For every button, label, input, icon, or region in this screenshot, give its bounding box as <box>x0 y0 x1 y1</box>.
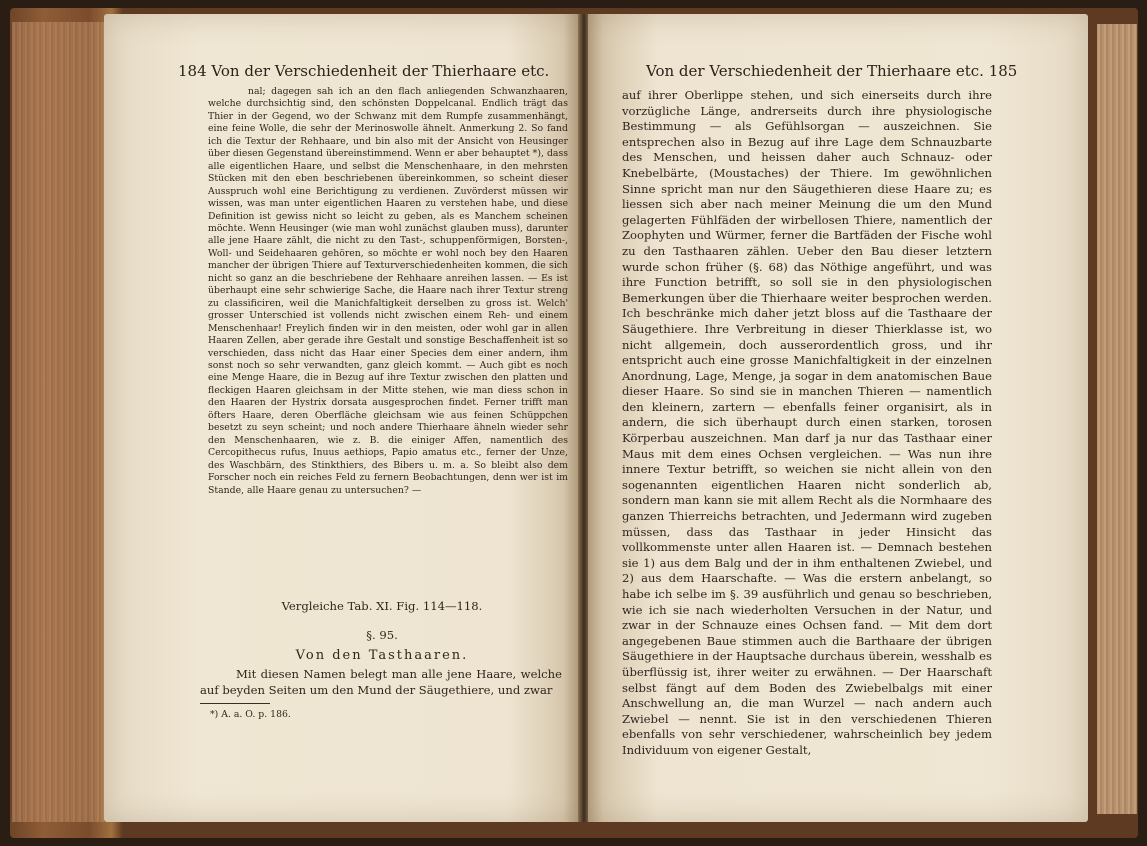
footnote-rule <box>200 703 270 704</box>
left-body-paragraph: Mit diesen Namen belegt man alle jene Haare, welche auf beyden Seiten um den Mund der Säugethiere, und zwar <box>200 667 562 697</box>
left-running-title: Von der Verschiedenheit der Thierhaare etc. <box>211 62 550 80</box>
left-running-head <box>178 62 549 80</box>
section-title: Von den Tasthaaren. <box>295 648 469 663</box>
right-body-paragraph: auf ihrer Oberlippe stehen, und sich einerseits durch ihre vorzügliche Länge, andrerseits durch ihre physiologische Bestimmung — als Gefühlsorgan — auszeichnen. Sie entsprechen also in Bezug auf ihre Lage dem Schnauzbarte des Menschen, und heissen daher auch Schnauz- oder Knebelbärte, (Moustaches) der Thiere. Im gewöhnlichen Sinne spricht man nur den Säugethieren diese Haare zu; es liessen sich aber nach meiner Meinung die um den Mund gelagerten Fühlfäden der wirbellosen Thiere, namentlich der Zoophyten und Würmer, ferner die Bartfäden der Fische wohl zu den Tasthaaren zählen. Ueber den Bau dieser letztern wurde schon früher (§. 68) das Nöthige angeführt, und was ihre Function betrifft, so soll sie in den physiologischen Bemerkungen über die Thierhaare weiter besprochen werden. Ich beschränke mich daher jetzt bloss auf die Tasthaare der Säugethiere. Ihre Verbreitung in dieser Thierklasse ist, wo nicht allgemein, doch ausserordentlich gross, und ihr entspricht auch eine grosse Manichfaltigkeit in der einzelnen Anordnung, Lage, Menge, ja sogar in dem anatomischen Baue dieser Haare. So sind sie in manchen Thieren — namentlich den kleinern, zartern — ebenfalls feiner organisirt, als in andern, die sich überhaupt durch einen starken, torosen Körperbau auszeichnen. Man darf ja nur das Tasthaar einer Maus mit dem eines Ochsen vergleichen. — Was nun ihre innere Textur betrifft, so weichen sie nicht allein von den sogenannten eigentlichen Haaren nicht sonderlich ab, sondern man kann sie mit allem Recht als die Normhaare des ganzen Thierreichs betrachten, und Jedermann wird zugeben müssen, dass das Tasthaar in jeder Hinsicht das vollkommenste unter allen Haaren ist. — Demnach bestehen sie 1) aus dem Balg und der in ihm enthaltenen Zwiebel, und 2) aus dem Haarschafte. — Was die erstern anbelangt, so habe ich selbe im §. 39 ausführlich und genau so beschrieben, wie ich sie nach wiederholten Versuchen in der Natur, und zwar in der Schnauze eines Ochsen fand. — Mit dem dort angegebenen Baue stimmen auch die Barthaare der übrigen Säugethiere in der Hauptsache durchaus überein, wesshalb es überflüssig ist, ihrer weiter zu erwähnen. — Der Haarschaft selbst fängt auf dem Boden des Zwiebelbalgs mit einer Anschwellung an, die man Wurzel — nach andern auch Zwiebel — nennt. Sie ist in den verschiedenen Thieren ebenfalls von sehr verschiedener, wahrscheinlich bey jedem Individuum von eigener Gestalt, <box>622 88 992 757</box>
right-running-title: Von der Verschiedenheit der Thierhaare etc. <box>646 62 984 80</box>
left-page-number: 184 <box>178 62 207 80</box>
left-small-paragraph: nal; dagegen sah ich an den flach anliegenden Schwanzhaaren, welche durchsichtig sind, den schönsten Doppelcanal. Endlich trägt das Thier in der Gegend, wo der Schwanz mit dem Rumpfe zusammenhängt, eine feine Wolle, die sehr der Merinoswolle ähnelt. Anmerkung 2. So fand ich die Textur der Rehhaare, und bin also mit der Ansicht von Heusinger über diesen Gegenstand übereinstimmend. Wenn er aber behauptet *), dass alle eigentlichen Haare, und selbst die Menschenhaare, in den mehrsten Stücken mit den eben beschriebenen übereinkommen, so scheint dieser Ausspruch wohl eine Berichtigung zu verdienen. Zuvörderst müssen wir wissen, was man unter eigentlichen Haaren zu verstehen habe, und diese Definition ist gewiss nicht so leicht zu geben, als es Manchem scheinen möchte. Wenn Heusinger (wie man wohl zunächst glauben muss), darunter alle jene Haare zählt, die nicht zu den Tast-, schuppenförmigen, Borsten-, Woll- und Seidehaaren gehören, so möchte er wohl noch bey den Haaren mancher der übrigen Thiere auf Texturverschiedenheiten kommen, die sich nicht so ganz an die beschriebene der Rehhaare anreihen lassen. — Es ist überhaupt eine sehr schwierige Sache, die Haare nach ihrer Textur streng zu classificiren, weil die Manichfaltigkeit derselben zu gross ist. Welch' grosser Unterschied ist vollends nicht zwischen einem Reh- und einem Menschenhaar! Freylich finden wir in den meisten, oder wohl gar in allen Haaren Zellen, aber gerade ihre Gestalt und sonstige Beschaffenheit ist so verschieden, dass nicht das Haar einer Species dem einer andern, ihm sonst noch so sehr verwandten, ganz gleich kommt. — Auch gibt es noch eine Menge Haare, die in Bezug auf ihre Textur zwischen den platten und fleckigen Haaren gleichsam in der Mitte stehen, wie man diess schon in den Haaren der Hystrix dorsata ausgesprochen findet. Ferner trifft man öfters Haare, deren Oberfläche gleichsam wie aus feinen Schüppchen besetzt zu seyn scheint; und noch andere Thierhaare ähneln wieder sehr den Menschenhaaren, wie z. B. die einiger Affen, namentlich des Cercopithecus rufus, Inuus aethiops, Papio amatus etc., ferner der Unze, des Waschbärn, des Stinkthiers, des Bibers u. m. a. So bleibt also dem Forscher noch ein reiches Feld zu fernern Beobachtungen, denn wer ist im Stande, alle Haare genau zu untersuchen? — <box>208 86 568 496</box>
right-page-number: 185 <box>988 62 1018 80</box>
left-page-edges <box>12 22 104 822</box>
right-page-edges <box>1097 24 1137 814</box>
right-running-head <box>646 62 1017 80</box>
figure-reference: Vergleiche Tab. XI. Fig. 114—118. <box>281 599 483 613</box>
section-number: §. 95. <box>366 628 398 642</box>
footnote: *) A. a. O. p. 186. <box>210 709 291 720</box>
